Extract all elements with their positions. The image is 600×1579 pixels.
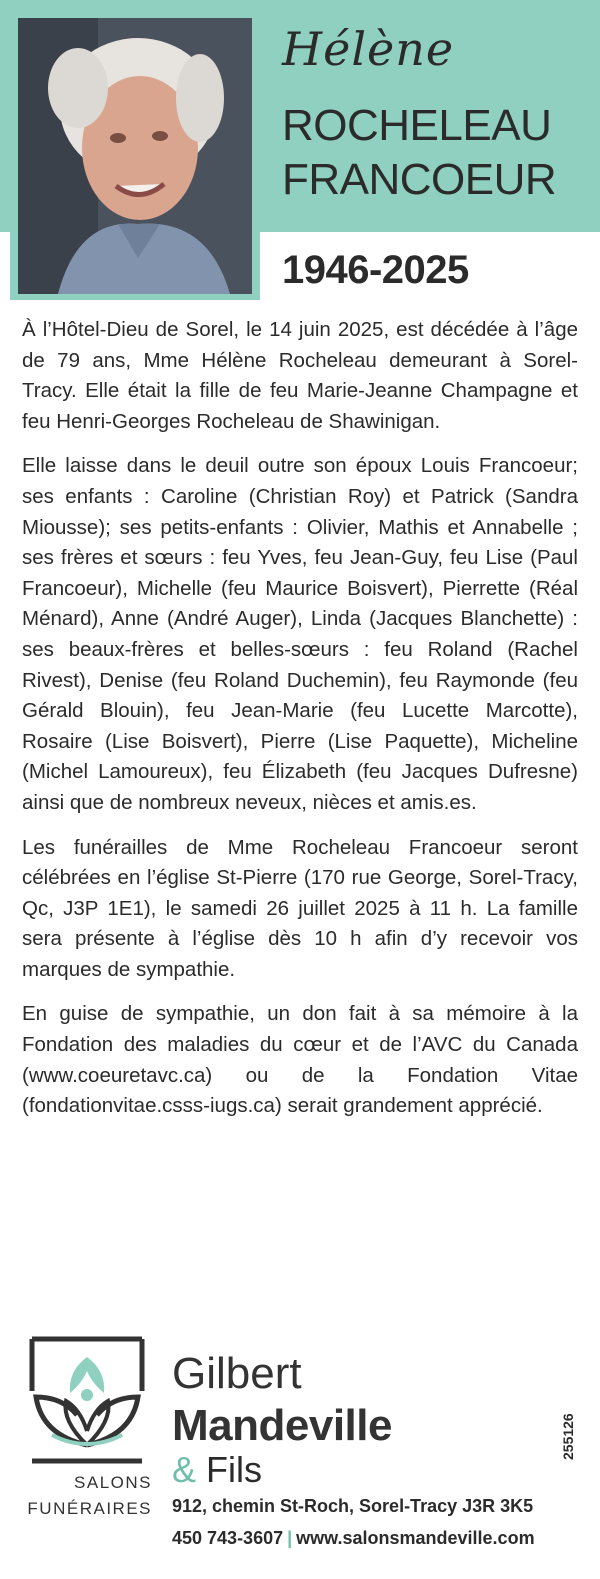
first-name: Hélène	[282, 22, 455, 76]
brand-mandeville: Mandeville	[172, 1401, 392, 1450]
ad-number: 255126	[560, 1413, 576, 1460]
salons-label: SALONS	[74, 1473, 152, 1492]
funeral-home-address: 912, chemin St-Roch, Sorel-Tracy J3R 3K5	[172, 1496, 534, 1516]
contact-separator: |	[287, 1528, 293, 1548]
funeral-home-contact	[172, 1528, 535, 1549]
last-name-line1: ROCHELEAU	[282, 101, 552, 150]
salons-funeraires	[22, 1470, 152, 1522]
fils-label: Fils	[206, 1449, 263, 1490]
life-years: 1946-2025	[282, 248, 469, 292]
obituary-text	[22, 315, 578, 1136]
paragraph-donation: En guise de sympathie, un don fait à sa mémoire à la Fondation des maladies du cœur et de l’AVC du Canada (www.coeuretavc.ca) ou de la Fondation Vitae (fondationvitae.csss-iugs.ca) serait grandement apprécié.	[22, 1002, 578, 1118]
phone-number: 450 743-3607	[172, 1528, 284, 1548]
ampersand: &	[172, 1449, 197, 1490]
brand-gilbert: Gilbert	[172, 1349, 302, 1398]
lotus-flower-icon	[22, 1335, 152, 1465]
last-name-line2: FRANCOEUR	[282, 155, 557, 204]
paragraph-funeral: Les funérailles de Mme Rocheleau Francoeur seront célébrées en l’église St-Pierre (170 rue George, Sorel-Tracy, Qc, J3P 1E1), le samedi 26 juillet 2025 à 11 h. La famille sera présente à l’église dès 10 h afin d’y recevoir vos marques de sympathie.	[22, 835, 578, 981]
portrait-photo	[18, 18, 252, 294]
funeraires-label: FUNÉRAIRES	[27, 1499, 152, 1518]
portrait-illustration	[18, 18, 252, 294]
paragraph-family: Elle laisse dans le deuil outre son époux Louis Francoeur; ses enfants : Caroline (Christian Roy) et Patrick (Sandra Miousse); ses petits-enfants : Olivier, Mathis et Annabelle ; ses frères et sœurs : feu Yves, feu Jean-Guy, feu Lise (Paul Francoeur), Michelle (feu Maurice Boisvert), Pierrette (Réal Ménard), Anne (André Auger), Linda (Jacques Blanchette) : ses beaux-frères et belles-sœurs : feu Roland (Rachel Rivest), Denise (feu Roland Duchemin), feu Raymonde (feu Gérald Blouin), feu Jean-Marie (feu Lucette Marcotte), Rosaire (Lise Boisvert), Pierre (Lise Paquette), Micheline (Michel Lamoureux), feu Élizabeth (feu Jacques Dufresne) ainsi que de nombreux neveux, nièces et amis.es.	[22, 454, 578, 814]
paragraph-death-notice: À l’Hôtel-Dieu de Sorel, le 14 juin 2025, est décédée à l’âge de 79 ans, Mme Hélène Rocheleau demeurant à Sorel-Tracy. Elle était la fille de feu Marie-Jeanne Champagne et feu Henri-Georges Rocheleau de Shawinigan.	[22, 318, 578, 433]
website-link[interactable]: www.salonsmandeville.com	[296, 1528, 535, 1548]
portrait-frame	[10, 10, 260, 300]
brand-fils	[172, 1450, 262, 1490]
